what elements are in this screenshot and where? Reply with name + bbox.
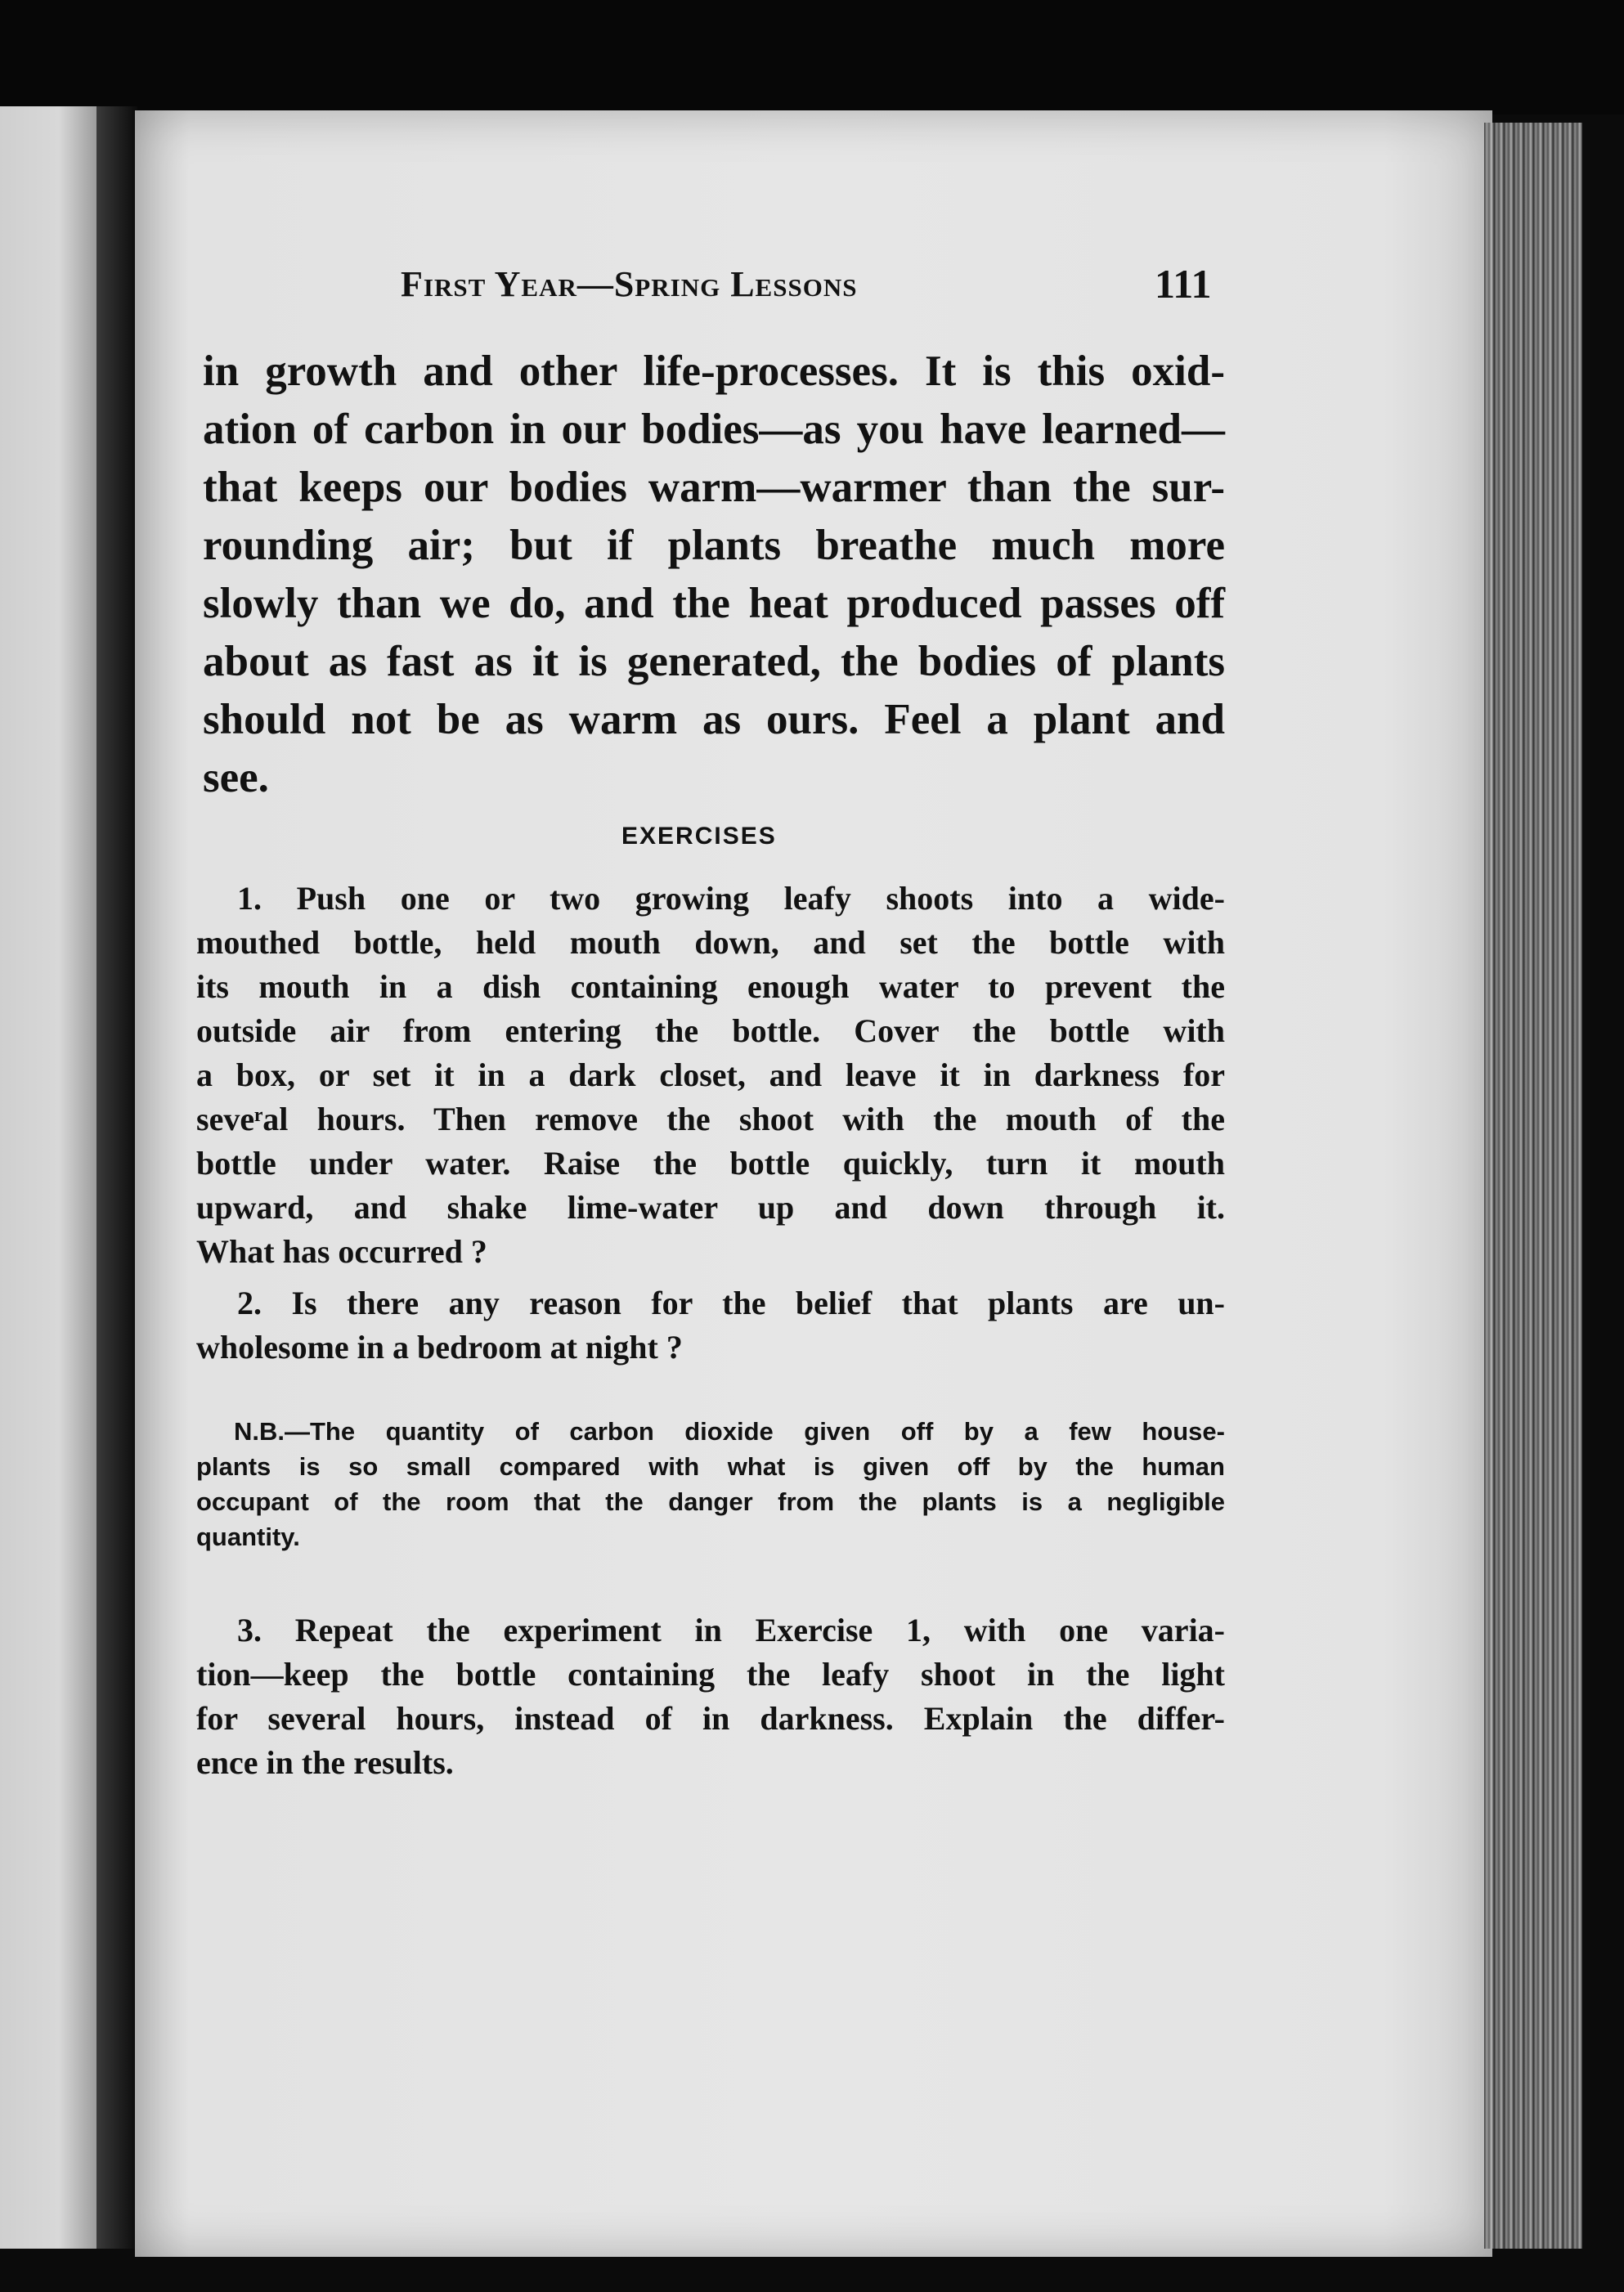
exercises-heading: EXERCISES: [621, 823, 777, 850]
exercise-line: 3. Repeat the experiment in Exercise 1, with one varia-: [237, 1612, 1225, 1648]
note-line: quantity.: [196, 1523, 300, 1551]
exercise-line: bottle under water. Raise the bottle quickly, turn it mouth: [196, 1145, 1225, 1182]
exercise-line: tion—keep the bottle containing the leafy shoot in the light: [196, 1656, 1225, 1693]
exercise-line: a box, or set it in a dark closet, and leave it in darkness for: [196, 1056, 1225, 1093]
exercise-line: for several hours, instead of in darkness. Explain the differ-: [196, 1700, 1225, 1737]
note-line: plants is so small compared with what is given off by the human: [196, 1452, 1225, 1481]
book-gutter: [96, 106, 137, 2249]
note-line: N.B.—The quantity of carbon dioxide given off by a few house-: [234, 1417, 1225, 1446]
exercise-line: mouthed bottle, held mouth down, and set the bottle with: [196, 924, 1225, 961]
body-line: rounding air; but if plants breathe much more: [203, 522, 1225, 569]
exercise-line: What has occurred ?: [196, 1233, 487, 1270]
exercise-line: ence in the results.: [196, 1744, 454, 1781]
exercise-line: its mouth in a dish containing enough water to prevent the: [196, 968, 1225, 1005]
body-line: slowly than we do, and the heat produced passes off: [203, 580, 1225, 627]
page-stack-edge: [1484, 123, 1582, 2249]
exercise-line: 1. Push one or two growing leafy shoots into a wide-: [237, 880, 1225, 917]
body-line: should not be as warm as ours. Feel a plant and: [203, 696, 1225, 743]
body-line: ation of carbon in our bodies—as you have learned—: [203, 406, 1225, 453]
exercise-line: wholesome in a bedroom at night ?: [196, 1329, 683, 1366]
body-line: that keeps our bodies warm—warmer than the sur-: [203, 464, 1225, 511]
scan-background-top: [0, 0, 1624, 114]
page-number: 111: [1155, 261, 1212, 307]
running-head: First Year—Spring Lessons: [401, 264, 858, 304]
exercise-line: outside air from entering the bottle. Cover the bottle with: [196, 1012, 1225, 1049]
exercise-line: seveʳal hours. Then remove the shoot with the mouth of the: [196, 1101, 1225, 1137]
exercise-line: upward, and shake lime-water up and down through it.: [196, 1189, 1225, 1226]
facing-page-edge: [0, 106, 98, 2249]
body-line: in growth and other life-processes. It is this oxid-: [203, 348, 1225, 395]
body-line: about as fast as it is generated, the bodies of plants: [203, 638, 1225, 685]
body-line: see.: [203, 754, 269, 801]
note-line: occupant of the room that the danger from the plants is a negligible: [196, 1487, 1225, 1516]
exercise-line: 2. Is there any reason for the belief that plants are un-: [237, 1285, 1225, 1321]
